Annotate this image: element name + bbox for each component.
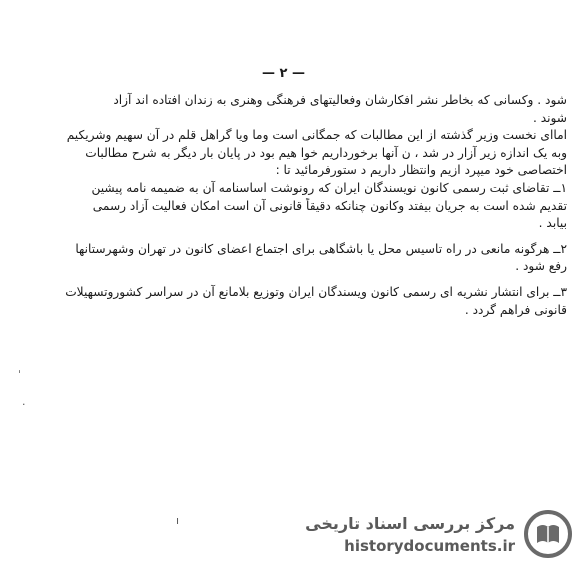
body-line: بیابد . [538,216,567,231]
watermark-title: مرکز بررسی اسناد تاریخی [305,513,515,533]
letter-body [22,92,567,319]
body-line: اماای نخست وزیر گذشته از این مطالبات که جمگانی است وما ویا گراهل قلم در آن سهیم وشریکیم [66,128,567,143]
body-line: ۱ــ تقاضای ثبت رسمی کانون نویسندگان ایران که رونوشت اساسنامه آن به ضمیمه نامه پیشین [91,180,567,195]
body-line: ۳ــ برای انتشار نشریه ای رسمی کانون ویسندگان ایران وتوزیع بلامانع آن در سراسر کشوروتسهیلات [65,284,567,299]
body-line: شود . وکسانی که بخاطر نشر افکارشان وفعالیتهای فرهنگی وهنری به زندان افتاده اند آزاد [113,93,567,107]
watermark-text [305,514,515,555]
archive-watermark [305,509,573,559]
body-line: اختصاصی خود میپرد ازیم وانتظار داریم د ستورفرمائید تا : [275,163,567,178]
paragraph-gap [22,233,567,241]
archive-logo-icon [523,509,573,559]
paragraph-gap [22,276,567,284]
body-line: ۲ــ هرگونه مانعی در راه تاسیس محل یا باشگاهی برای اجتماع اعضای کانون در تهران وشهرستانها [75,241,567,256]
watermark-url: historydocuments.ir [344,536,515,555]
body-line: تقدیم شده است به جریان بیفتد وکانون چنانکه دقیقاً قانونی آن است امکان فعالیت آزاد رسمی [92,198,567,213]
body-line: رفع شود . [515,259,567,274]
page-number: — ۲ — [262,66,305,81]
scan-speck: ı [176,514,180,527]
body-line: قانونی فراهم گردد . [464,302,567,317]
body-line: شوند . [532,110,567,125]
scan-speck: · [22,398,26,411]
scan-speck: ˈ [18,368,22,381]
body-line: وبه یک اندازه زیر آزار در شد ، ن آنها برخورداریم خوا هیم بود در پایان بار دیگر به شرح مطالبات [85,145,567,160]
